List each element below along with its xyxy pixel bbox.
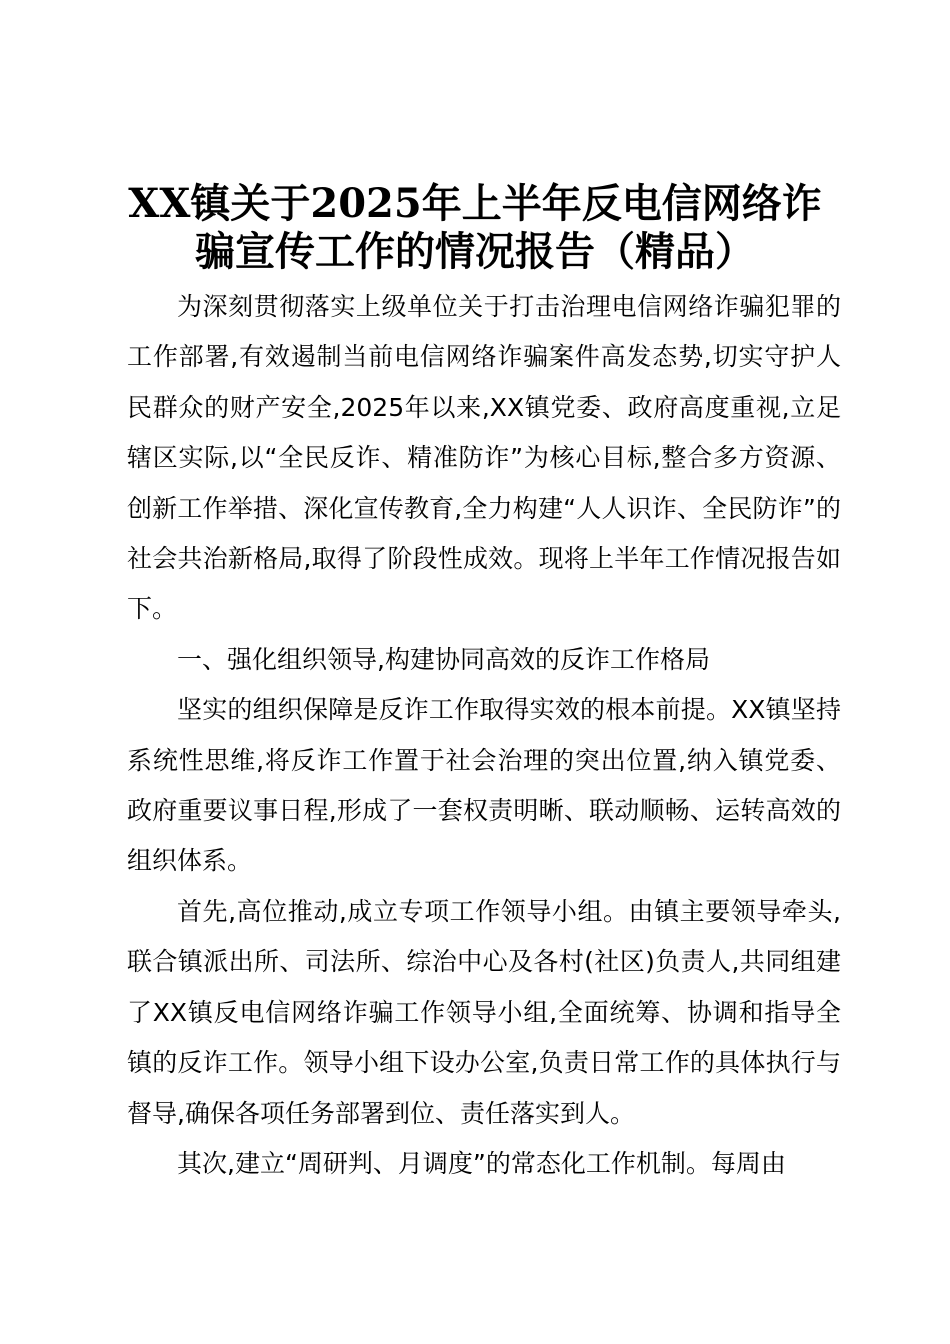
paragraph-first-measure: 首先,高位推动,成立专项工作领导小组。由镇主要领导牵头,联合镇派出所、司法所、综治中心及各村(社区)负责人,共同组建了XX镇反电信网络诈骗工作领导小组,全面统筹、协调和指导全镇的反诈工作。领导小组下设办公室,负责日常工作的具体执行与督导,确保各项任务部署到位、责任落实到人。 — [127, 896, 841, 1128]
paragraph-second-measure: 其次,建立“周研判、月调度”的常态化工作机制。每周由 — [177, 1148, 786, 1178]
document-body — [127, 282, 841, 1189]
paragraph-intro: 为深刻贯彻落实上级单位关于打击治理电信网络诈骗犯罪的工作部署,有效遏制当前电信网络诈骗案件高发态势,切实守护人民群众的财产安全,2025年以来,XX镇党委、政府高度重视,立足辖区实际,以“全民反诈、精准防诈”为核心目标,整合多方资源、创新工作举措、深化宣传教育,全力构建“人人识诈、全民防诈”的社会共治新格局,取得了阶段性成效。现将上半年工作情况报告如下。 — [127, 292, 841, 624]
section-heading-1: 一、强化组织领导,构建协同高效的反诈工作格局 — [177, 644, 710, 674]
document-title — [100, 180, 850, 276]
paragraph-organization: 坚实的组织保障是反诈工作取得实效的根本前提。XX镇坚持系统性思维,将反诈工作置于社会治理的突出位置,纳入镇党委、政府重要议事日程,形成了一套权责明晰、联动顺畅、运转高效的组织体系。 — [127, 695, 841, 876]
title-line-2: 骗宣传工作的情况报告（精品） — [195, 228, 755, 275]
title-line-1: XX镇关于2025年上半年反电信网络诈 — [128, 180, 822, 227]
